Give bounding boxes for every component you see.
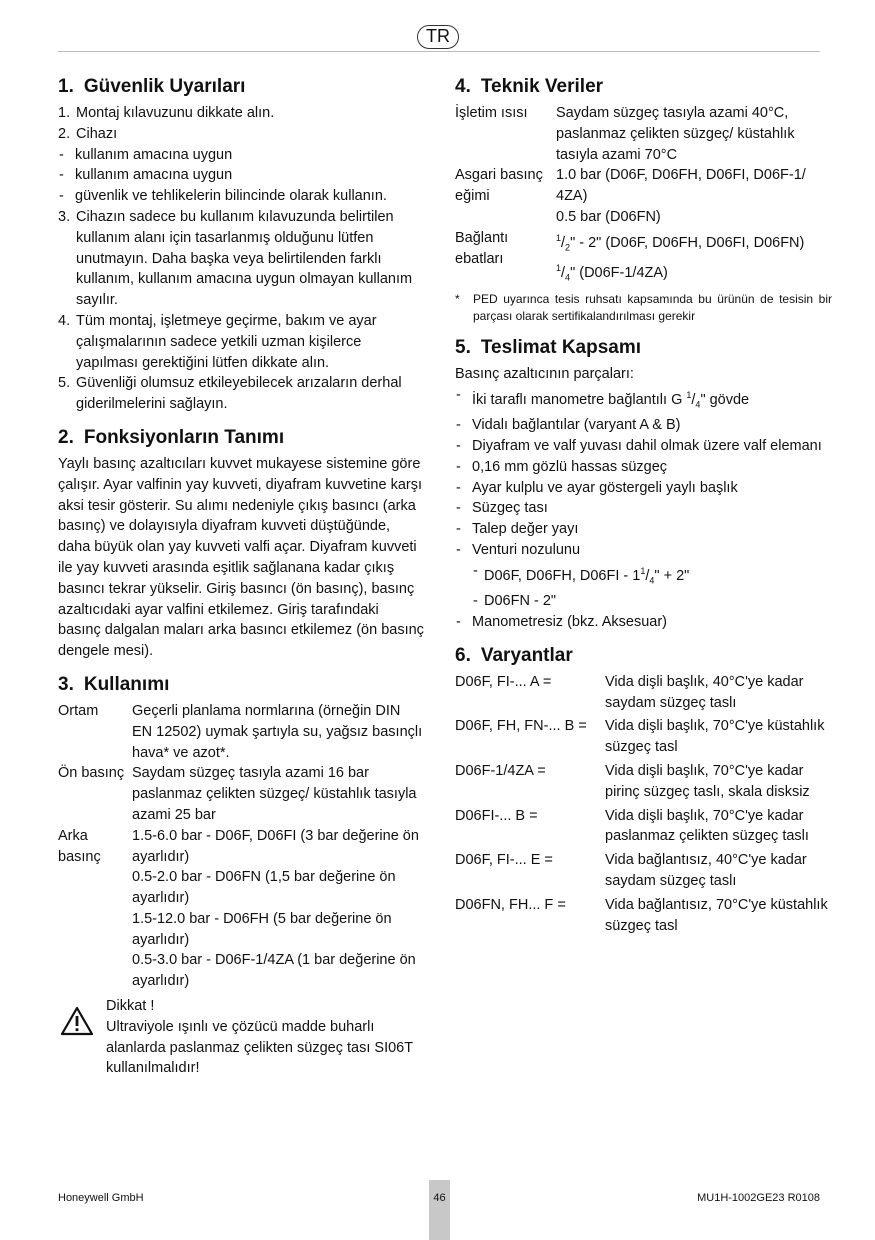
language-badge: TR xyxy=(417,25,459,49)
usage-inlet-value: Saydam süzgeç tasıyla azami 16 bar paslanmaz çelikten süzgeç/ küstahlık tasıyla azami 25 bar xyxy=(132,765,417,823)
variant-row: D06FN, FH... F = Vida bağlantısız, 70°C'ye küstahlık süzgeç tasl xyxy=(455,896,828,934)
tech-min-pressure-row xyxy=(455,165,832,227)
safety-item: 3. Cihazın sadece bu kullanım kılavuzunda belirtilen kullanım alanı için tasarlanmış olduğunu lütfen unutmayın. Daha başka veya belirtilenden farklı kullanım, kullanım amacına uygun olmayan kullanım sayılır. xyxy=(58,208,413,309)
delivery-item: - Manometresiz (bkz. Aksesuar) xyxy=(455,612,832,633)
variant-row: D06F, FH, FN-... B = Vida dişli başlık, 70°C'ye küstahlık süzgeç tasl xyxy=(455,718,825,756)
section-function xyxy=(58,427,424,662)
section-5-heading: 5. Teslimat Kapsamı xyxy=(455,336,642,358)
tech-connection-value: $^1/_2$" - 2" (D06F, D06FH, D06FI, D06FN) $^1/_4$" (D06F-1/4ZA) xyxy=(556,232,805,284)
ped-footnote: * PED uyarınca tesis ruhsatı kapsamında bu ürünün de tesisin bir parçası olarak sertifikalandırılması gerekir xyxy=(455,291,832,323)
tech-temp-row xyxy=(455,103,832,165)
footer-doc-id: MU1H-1002GE23 R0108 xyxy=(697,1192,820,1204)
delivery-item: - 0,16 mm gözlü hassas süzgeç xyxy=(455,457,832,478)
delivery-sub-item: - D06F, D06FH, $D06FI - 1^1/_4$" + 2" xyxy=(455,561,832,592)
section-1-heading: 1. Güvenlik Uyarıları xyxy=(58,76,246,97)
footer-company: Honeywell GmbH xyxy=(58,1192,144,1204)
delivery-item: - Ayar kulplu ve ayar göstergeli yaylı başlık xyxy=(455,478,832,499)
safety-dash-item: - kullanım amacına uygun xyxy=(58,165,424,186)
warning-box xyxy=(58,996,424,1079)
usage-outlet-pressure-row xyxy=(58,826,424,992)
left-column xyxy=(58,76,424,1079)
tech-temp-label: İşletim ısısı xyxy=(455,105,528,121)
usage-medium-value: Geçerli planlama normlarına (örneğin DIN EN 12502) uymak şartıyla su, yağsız basınçlı hava* ve azot*. xyxy=(132,702,423,761)
tech-min-pressure-label: Asgari basınç eğimi xyxy=(455,167,543,205)
outlet-range: 0.5-2.0 bar - D06FN (1,5 bar değerine ön ayarlıdır) xyxy=(132,869,396,907)
section-2-heading: 2. Fonksiyonların Tanımı xyxy=(58,426,285,448)
outlet-range: 1.5-6.0 bar - D06F, D06FI (3 bar değerine ön ayarlıdır) xyxy=(132,827,419,865)
section-technical-data xyxy=(455,76,832,325)
delivery-item: - Venturi nozulunu xyxy=(455,540,832,561)
usage-outlet-label: Arka basınç xyxy=(58,827,101,865)
usage-medium-row xyxy=(58,701,424,763)
right-column xyxy=(455,76,832,939)
variant-row: D06FI-... B = Vida dişli başlık, 70°C'ye kadar paslanmaz çelikten süzgeç taslı xyxy=(455,807,809,845)
delivery-item: - Vidalı bağlantılar (varyant A & B) xyxy=(455,415,832,436)
outlet-range: 0.5-3.0 bar - D06F-1/4ZA (1 bar değerine ön ayarlıdır) xyxy=(132,952,416,990)
warning-text: Ultraviyole ışınlı ve çözücü madde buharlı alanlarda paslanmaz çelikten süzgeç tası SI06T kullanılmalıdır! xyxy=(106,1018,413,1077)
tech-temp-value: Saydam süzgeç tasıyla azami 40°C, paslanmaz çelikten süzgeç/ küstahlık tasıyla azami 70°C xyxy=(556,105,795,163)
safety-item: 4. Tüm montaj, işletmeye geçirme, bakım ve ayar çalışmalarının sadece yetkili uzman kişilerce yapılması gerektiğini lütfen dikkate alın. xyxy=(58,312,377,371)
tech-connection-label: Bağlantı ebatları xyxy=(455,229,509,267)
outlet-range: 1.5-12.0 bar - D06FH (5 bar değerine ön ayarlıdır) xyxy=(132,910,392,948)
usage-outlet-values xyxy=(132,826,424,992)
safety-item: 5. Güvenliği olumsuz etkileyebilecek arızaların derhal giderilmelerini sağlayın. xyxy=(58,375,402,413)
page-footer xyxy=(0,1180,875,1240)
variant-row: D06F, FI-... A = Vida dişli başlık, 40°C'ye kadar saydam süzgeç taslı xyxy=(455,673,804,711)
delivery-item: - Diyafram ve valf yuvası dahil olmak üzere valf elemanı xyxy=(455,436,832,457)
section-variants xyxy=(455,645,832,937)
tech-connection-row xyxy=(455,228,832,289)
header-rule xyxy=(58,51,820,52)
delivery-item: - İki taraflı manometre bağlantılı G $^1/_4$" gövde xyxy=(455,385,832,416)
section-3-heading: 3. Kullanımı xyxy=(58,673,170,695)
safety-dash-item: - kullanım amacına uygun xyxy=(58,145,424,166)
function-body: Yaylı basınç azaltıcıları kuvvet mukayese sistemine göre çalışır. Ayar valfinin yay kuvveti, diyafram kuvvetine karşı aksi tesir gösterir. Su alımı nedeniyle çıkış basıncı (arka basınç) ve dolayısıyla diyafram kuvveti düştüğünde, daha büyük olan yay kuvveti valfi açar. Diyafram kuvveti ile yay kuvveti arasında eşitlik sağlanana kadar çıkış basıncı tekrar yükselir. Giriş basıncı (ön basınç), basınç azaltıcıdaki ayar valfini etkilemez. Giriş tarafındaki basınç dalgalan maları arka basıncı etkilemez (ön basınç dengele mesi). xyxy=(58,455,424,660)
delivery-sub-item: - D06FN - 2" xyxy=(455,591,832,612)
page-number: 46 xyxy=(429,1180,450,1240)
usage-medium-label: Ortam xyxy=(58,702,99,719)
delivery-item: - Talep değer yayı xyxy=(455,519,832,540)
section-usage xyxy=(58,674,424,1079)
section-safety xyxy=(58,76,424,415)
usage-inlet-label: Ön basınç xyxy=(58,765,125,782)
delivery-intro: Basınç azaltıcının parçaları: xyxy=(455,365,634,382)
usage-inlet-pressure-row xyxy=(58,763,424,825)
section-delivery-scope xyxy=(455,337,832,633)
warning-triangle-icon xyxy=(60,1006,94,1036)
section-4-heading: 4. Teknik Veriler xyxy=(455,76,604,97)
warning-title: Dikkat ! xyxy=(106,998,155,1015)
variant-row: D06F, FI-... E = Vida bağlantısız, 40°C'ye kadar saydam süzgeç taslı xyxy=(455,852,807,889)
safety-item: 1. Montaj kılavuzunu dikkate alın. xyxy=(58,105,275,121)
section-6-heading: 6. Varyantlar xyxy=(455,644,573,666)
variant-row: D06F-1/4ZA = Vida dişli başlık, 70°C'ye kadar pirinç süzgeç taslı, skala disksiz xyxy=(455,763,810,800)
tech-min-pressure-value: 1.0 bar (D06F, D06FH, D06FI, D06F-1/ 4ZA) 0.5 bar (D06FN) xyxy=(556,167,806,225)
safety-dash-item: - güvenlik ve tehlikelerin bilincinde olarak kullanın. xyxy=(58,186,424,207)
safety-item: 2. Cihazı xyxy=(58,125,118,142)
delivery-item: - Süzgeç tası xyxy=(455,498,832,519)
